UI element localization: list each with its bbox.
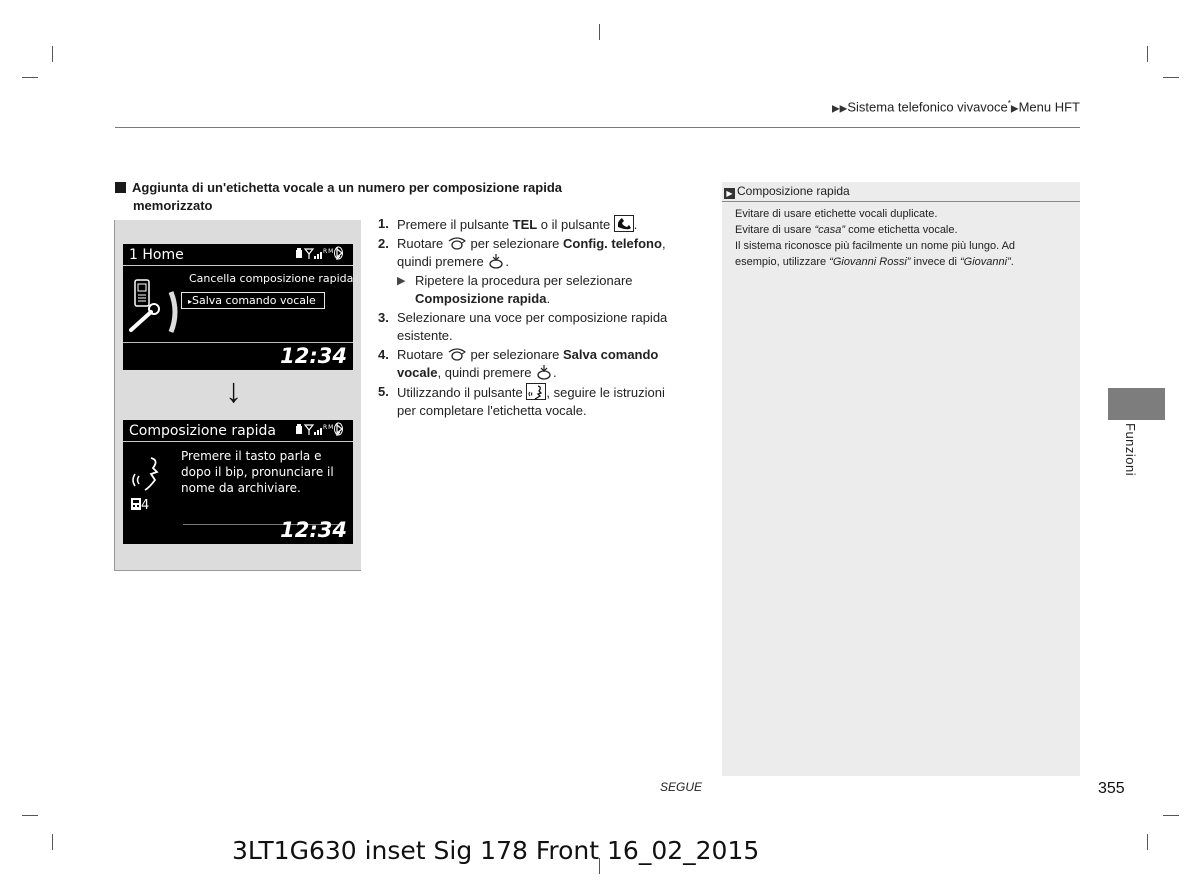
pick-up-phone-icon bbox=[614, 215, 634, 232]
screen-divider bbox=[123, 342, 353, 343]
cursor-arrow-icon: ▸ bbox=[188, 297, 193, 306]
step-text: per selezionare bbox=[466, 346, 563, 362]
step-text-bold: vocale bbox=[397, 365, 438, 380]
step-item bbox=[378, 309, 700, 346]
phone-settings-icon bbox=[127, 278, 183, 336]
asterisk-mark: * bbox=[1007, 99, 1011, 108]
status-icons bbox=[295, 422, 347, 439]
section-title bbox=[115, 179, 655, 215]
selector-knob-icon bbox=[447, 346, 467, 362]
screen-title: Composizione rapida bbox=[129, 422, 276, 439]
step-text-bold: Composizione rapida bbox=[415, 291, 547, 306]
screen-message: Premere il tasto parla e dopo il bip, pronunciare il nome da archiviare. bbox=[181, 449, 334, 495]
sidebar-line bbox=[735, 254, 1068, 270]
black-square-bullet-icon bbox=[115, 182, 126, 193]
step-number: 2. bbox=[378, 235, 389, 251]
step-text: , bbox=[661, 235, 666, 251]
sidebar-text: esempio, utilizzare bbox=[735, 256, 830, 268]
crop-mark bbox=[22, 815, 38, 816]
step-text-bold: TEL bbox=[512, 217, 538, 232]
svg-text:RM: RM bbox=[323, 424, 335, 431]
step-number: 3. bbox=[378, 309, 389, 325]
step-text: Ruotare bbox=[397, 346, 447, 362]
figure-panel bbox=[114, 220, 361, 571]
step-number: 5. bbox=[378, 383, 389, 399]
step-item bbox=[378, 215, 700, 235]
step-text: Premere il pulsante bbox=[397, 217, 513, 232]
crop-mark bbox=[52, 834, 53, 850]
talk-voice-icon bbox=[526, 383, 546, 400]
clock: 12:34 bbox=[280, 518, 347, 542]
screen-title: 1 Home bbox=[129, 246, 184, 263]
crop-mark bbox=[22, 77, 38, 78]
chapter-tab bbox=[1108, 388, 1165, 420]
selector-knob-icon bbox=[447, 235, 467, 251]
step-text: . bbox=[546, 291, 551, 306]
crop-mark bbox=[1163, 77, 1179, 78]
sidebar-line: Il sistema riconosce più facilmente un nome più lungo. Ad bbox=[735, 240, 1016, 252]
menu-item: Cancella composizione rapida bbox=[189, 272, 353, 285]
sidebar-text-italic: “casa” bbox=[814, 224, 846, 236]
step-item bbox=[378, 383, 700, 421]
step-text: quindi premere bbox=[397, 254, 488, 269]
screen-header bbox=[123, 244, 353, 266]
step-text: . bbox=[633, 217, 638, 232]
sidebar-text: Evitare di usare bbox=[735, 224, 815, 236]
print-code: 3LT1G630 inset Sig 178 Front 16_02_2015 bbox=[232, 836, 760, 865]
step-text: Utilizzando il pulsante bbox=[397, 384, 527, 400]
step-text: per selezionare bbox=[466, 235, 563, 251]
speed-dial-number bbox=[131, 498, 149, 513]
triangle-right-icon: ▶ bbox=[1010, 103, 1019, 115]
header-divider bbox=[115, 127, 1080, 128]
phonebook-icon bbox=[131, 498, 141, 510]
status-bar-icon bbox=[295, 422, 347, 436]
sidebar-text: come etichetta vocale. bbox=[845, 224, 958, 236]
crop-mark bbox=[1147, 834, 1148, 850]
sidebar-text: invece di bbox=[910, 256, 960, 268]
sidebar-line: Evitare di usare etichette vocali duplicate. bbox=[735, 208, 938, 220]
section-title-line: memorizzato bbox=[133, 198, 213, 213]
step-text: , seguire le istruzioni bbox=[546, 384, 665, 400]
note-arrow-icon: ▶ bbox=[724, 188, 735, 199]
sidebar-text: . bbox=[1010, 256, 1014, 268]
sidebar-title bbox=[722, 182, 1080, 202]
step-number: 1. bbox=[378, 216, 389, 231]
svg-text:RM: RM bbox=[323, 248, 335, 255]
breadcrumb-item: Sistema telefonico vivavoce bbox=[847, 99, 1008, 115]
sidebar-title-text: Composizione rapida bbox=[737, 184, 850, 198]
crop-mark bbox=[599, 24, 600, 40]
breadcrumb bbox=[832, 99, 1080, 114]
screen-header bbox=[123, 420, 353, 442]
talk-voice-icon bbox=[129, 454, 165, 492]
step-text: Ruotare bbox=[397, 235, 447, 251]
status-icons bbox=[295, 246, 347, 263]
sidebar-note bbox=[722, 182, 1080, 776]
step-number: 4. bbox=[378, 346, 389, 362]
sidebar-line bbox=[735, 222, 1068, 238]
step-text: o il pulsante bbox=[537, 217, 614, 232]
triangle-right-icon: ▶ bbox=[397, 274, 406, 287]
step-item bbox=[378, 235, 700, 309]
continue-label: SEGUE bbox=[660, 780, 703, 794]
step-text: Ripetere la procedura per selezionare bbox=[415, 272, 633, 288]
menu-item-selected bbox=[181, 292, 325, 309]
clock: 12:34 bbox=[280, 344, 347, 368]
display-screen bbox=[123, 420, 353, 544]
step-text: , quindi premere bbox=[437, 365, 536, 380]
step-text: . bbox=[553, 365, 557, 380]
sidebar-body bbox=[722, 202, 1080, 270]
breadcrumb-item: Menu HFT bbox=[1018, 99, 1080, 115]
crop-mark bbox=[1147, 46, 1148, 62]
crop-mark bbox=[1163, 815, 1179, 816]
sidebar-text-italic: “Giovanni Rossi” bbox=[829, 256, 911, 268]
status-bar-icon bbox=[295, 246, 347, 260]
step-text-bold: Config. telefono bbox=[563, 235, 662, 251]
sub-step bbox=[397, 272, 700, 309]
step-item bbox=[378, 346, 700, 383]
menu-item-label: Salva comando vocale bbox=[192, 294, 316, 307]
step-text: esistente. bbox=[397, 328, 453, 343]
step-text: Selezionare una voce per composizione rapida bbox=[397, 309, 668, 325]
down-arrow-icon: ↓ bbox=[225, 372, 242, 410]
step-text-bold: Salva comando bbox=[563, 346, 659, 362]
sidebar-text-italic: “Giovanni” bbox=[960, 256, 1011, 268]
speed-dial-value: 4 bbox=[141, 498, 150, 513]
press-knob-icon bbox=[487, 253, 505, 269]
crop-mark bbox=[52, 46, 53, 62]
chapter-tab-label: Funzioni bbox=[1123, 423, 1138, 477]
instruction-steps bbox=[378, 215, 700, 421]
section-title-line: Aggiunta di un'etichetta vocale a un numero per composizione rapida bbox=[132, 180, 562, 195]
page-number: 355 bbox=[1098, 780, 1125, 797]
press-knob-icon bbox=[535, 364, 553, 380]
step-text: . bbox=[505, 254, 509, 269]
step-text: per completare l'etichetta vocale. bbox=[397, 403, 587, 418]
display-screen bbox=[123, 244, 353, 370]
triangle-right-icon: ▶▶ bbox=[831, 103, 848, 115]
